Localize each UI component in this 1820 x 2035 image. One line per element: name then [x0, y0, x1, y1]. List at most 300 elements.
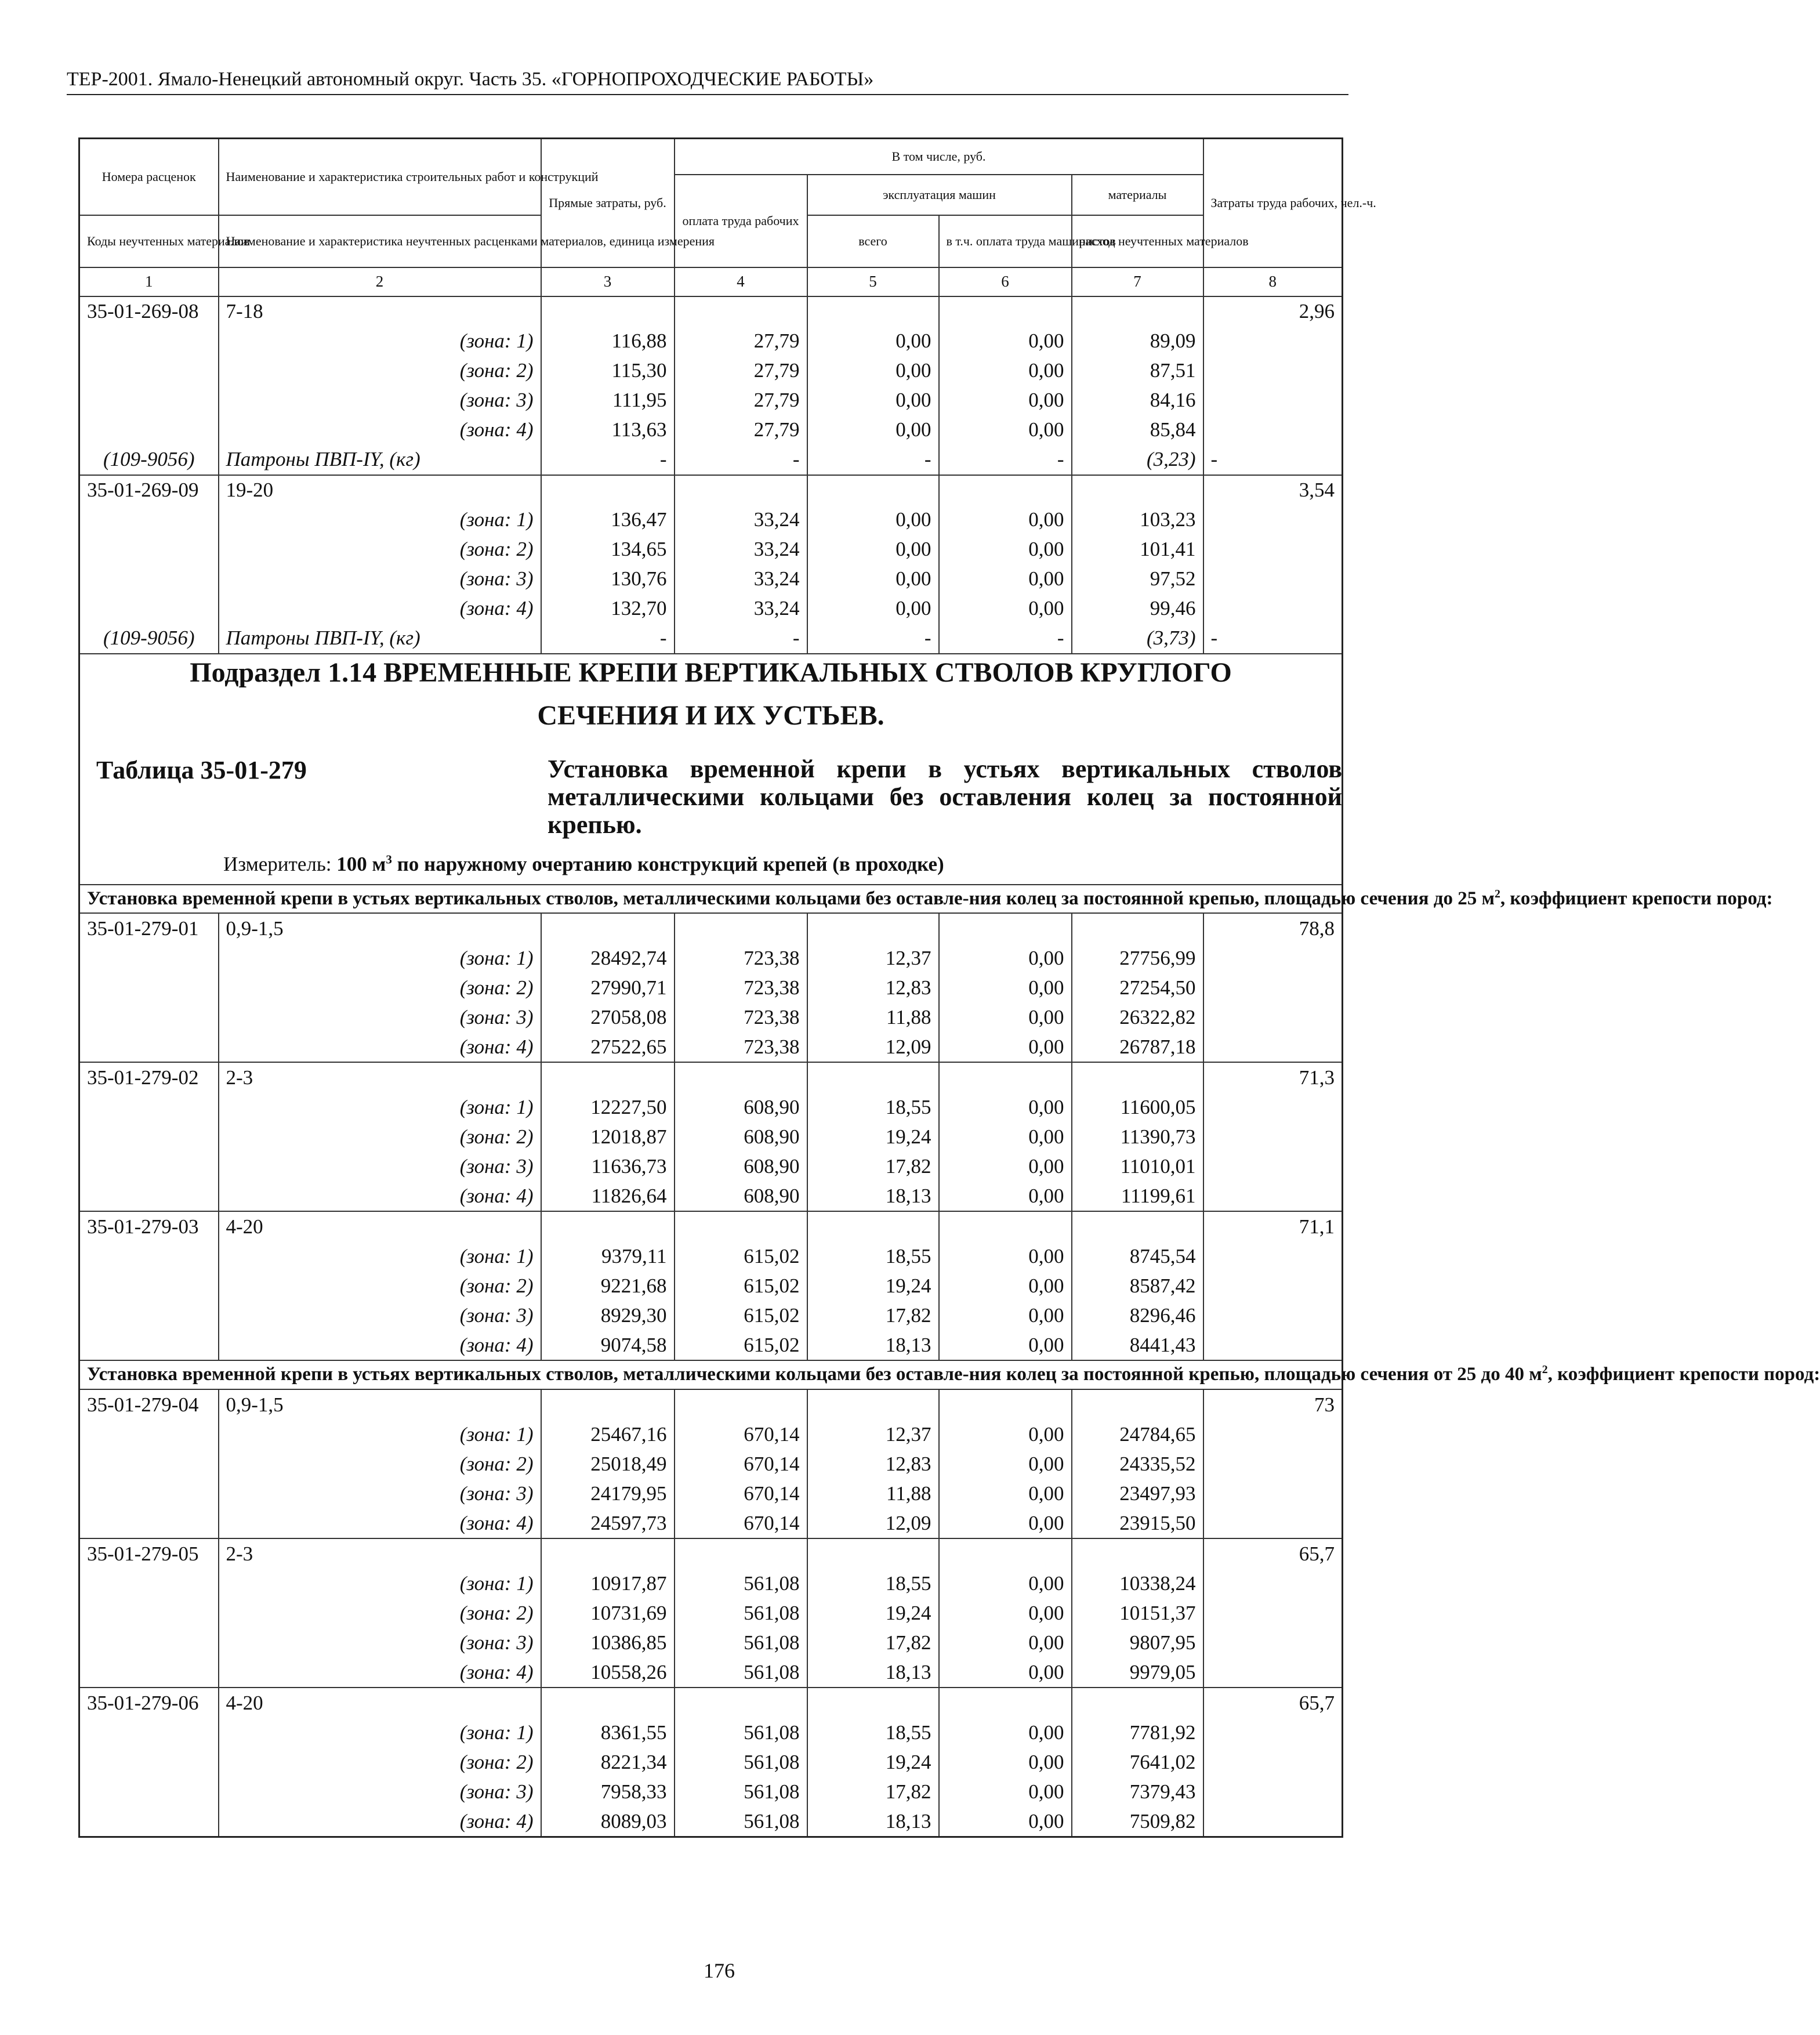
empty-cell — [1203, 415, 1343, 445]
empty-cell — [939, 475, 1072, 505]
empty-cell — [1072, 1389, 1203, 1420]
empty-cell — [79, 505, 219, 535]
direct-cost: 27522,65 — [541, 1032, 675, 1062]
zone-row — [79, 1479, 1343, 1508]
empty-cell — [541, 1211, 675, 1241]
direct-cost: 9074,58 — [541, 1330, 675, 1360]
machinist-value: 0,00 — [939, 1449, 1072, 1479]
wages-value: 27,79 — [675, 327, 807, 356]
empty-cell — [1072, 1062, 1203, 1092]
price-table — [78, 137, 1820, 1838]
subsection-heading-text-end: , коэффициент крепости пород: — [1500, 888, 1773, 909]
material-dash: - — [807, 445, 939, 475]
machines-value: 12,37 — [807, 1420, 939, 1449]
empty-cell — [1203, 1718, 1343, 1747]
empty-cell — [79, 594, 219, 624]
machines-value: 18,13 — [807, 1181, 939, 1211]
material-labor: - — [1203, 624, 1343, 654]
empty-cell — [79, 1122, 219, 1152]
machines-value: 18,55 — [807, 1241, 939, 1271]
zone-label: (зона: 3) — [219, 1301, 541, 1330]
zone-row — [79, 1806, 1343, 1837]
empty-cell — [1203, 505, 1343, 535]
zone-row — [79, 1508, 1343, 1538]
zone-row — [79, 1628, 1343, 1657]
subsection-heading-row — [79, 1360, 1343, 1389]
zone-row — [79, 1420, 1343, 1449]
zone-row — [79, 1092, 1343, 1122]
empty-cell — [807, 1389, 939, 1420]
machinist-value: 0,00 — [939, 1002, 1072, 1032]
empty-cell — [79, 1657, 219, 1688]
empty-cell — [79, 356, 219, 386]
empty-cell — [939, 296, 1072, 327]
empty-cell — [79, 1181, 219, 1211]
material-name: Патроны ПВП-IY, (кг) — [219, 624, 541, 654]
material-name: Патроны ПВП-IY, (кг) — [219, 445, 541, 475]
empty-cell — [1072, 1211, 1203, 1241]
zone-label: (зона: 4) — [219, 1806, 541, 1837]
wages-value: 33,24 — [675, 535, 807, 564]
wages-value: 33,24 — [675, 594, 807, 624]
measure-power: 3 — [386, 852, 392, 866]
empty-cell — [939, 1211, 1072, 1241]
empty-cell — [541, 913, 675, 943]
machines-value: 0,00 — [807, 505, 939, 535]
materials-value: 7781,92 — [1072, 1718, 1203, 1747]
subsection-heading — [79, 885, 1773, 914]
section-header — [79, 654, 1343, 885]
machines-value: 18,55 — [807, 1092, 939, 1122]
empty-cell — [79, 1598, 219, 1628]
direct-cost: 9379,11 — [541, 1241, 675, 1271]
empty-cell — [1203, 973, 1343, 1002]
zone-row — [79, 1032, 1343, 1062]
empty-cell — [675, 1211, 807, 1241]
labor-value: 71,3 — [1203, 1062, 1343, 1092]
rate-row — [79, 296, 1343, 327]
rate-code: 35-01-269-08 — [79, 296, 219, 327]
rate-name: 7-18 — [219, 296, 541, 327]
machinist-value: 0,00 — [939, 505, 1072, 535]
empty-cell — [541, 1688, 675, 1718]
empty-cell — [541, 296, 675, 327]
empty-cell — [79, 1330, 219, 1360]
empty-cell — [939, 1389, 1072, 1420]
zone-row — [79, 1449, 1343, 1479]
zone-label: (зона: 1) — [219, 327, 541, 356]
materials-value: 103,23 — [1072, 505, 1203, 535]
wages-value: 27,79 — [675, 386, 807, 415]
direct-cost: 134,65 — [541, 535, 675, 564]
materials-value: 84,16 — [1072, 386, 1203, 415]
zone-label: (зона: 3) — [219, 564, 541, 594]
machines-value: 12,37 — [807, 943, 939, 973]
subsection-heading-text-end: , коэффициент крепости пород: — [1547, 1364, 1820, 1385]
column-number: 1 — [79, 267, 219, 296]
rate-code: 35-01-279-05 — [79, 1538, 219, 1569]
empty-cell — [1203, 1032, 1343, 1062]
header-materials: материалы — [1072, 175, 1203, 215]
rate-row — [79, 1389, 1343, 1420]
rate-code: 35-01-269-09 — [79, 475, 219, 505]
subsection-heading — [79, 1360, 1820, 1389]
zone-label: (зона: 2) — [219, 1271, 541, 1301]
empty-cell — [939, 913, 1072, 943]
empty-cell — [1203, 1479, 1343, 1508]
zone-label: (зона: 1) — [219, 1420, 541, 1449]
machinist-value: 0,00 — [939, 535, 1072, 564]
wages-value: 723,38 — [675, 1032, 807, 1062]
empty-cell — [79, 564, 219, 594]
wages-value: 27,79 — [675, 415, 807, 445]
materials-value: 10151,37 — [1072, 1598, 1203, 1628]
empty-cell — [79, 943, 219, 973]
direct-cost: 27058,08 — [541, 1002, 675, 1032]
wages-value: 27,79 — [675, 356, 807, 386]
empty-cell — [675, 913, 807, 943]
direct-cost: 8929,30 — [541, 1301, 675, 1330]
rate-name: 0,9-1,5 — [219, 913, 541, 943]
machinist-value: 0,00 — [939, 973, 1072, 1002]
zone-row — [79, 564, 1343, 594]
empty-cell — [79, 1569, 219, 1598]
direct-cost: 8089,03 — [541, 1806, 675, 1837]
zone-row — [79, 943, 1343, 973]
empty-cell — [1072, 296, 1203, 327]
materials-value: 24784,65 — [1072, 1420, 1203, 1449]
direct-cost: 132,70 — [541, 594, 675, 624]
zone-row — [79, 1598, 1343, 1628]
materials-value: 7379,43 — [1072, 1777, 1203, 1806]
materials-value: 26322,82 — [1072, 1002, 1203, 1032]
page-number: 176 — [704, 1959, 735, 1982]
zone-row — [79, 1569, 1343, 1598]
empty-cell — [1203, 535, 1343, 564]
zone-label: (зона: 2) — [219, 1598, 541, 1628]
rate-row — [79, 1062, 1343, 1092]
empty-cell — [79, 1301, 219, 1330]
labor-value: 71,1 — [1203, 1211, 1343, 1241]
empty-cell — [79, 973, 219, 1002]
zone-label: (зона: 1) — [219, 943, 541, 973]
materials-value: 101,41 — [1072, 535, 1203, 564]
empty-cell — [1203, 1806, 1343, 1837]
rate-code: 35-01-279-01 — [79, 913, 219, 943]
empty-cell — [807, 1211, 939, 1241]
direct-cost: 27990,71 — [541, 973, 675, 1002]
header-numbers: Номера расценок — [79, 139, 219, 215]
header-labor: Затраты труда рабочих, чел.-ч. — [1203, 139, 1343, 267]
measure-prefix: Измеритель: — [223, 852, 337, 875]
direct-cost: 12227,50 — [541, 1092, 675, 1122]
zone-label: (зона: 2) — [219, 535, 541, 564]
empty-cell — [79, 1718, 219, 1747]
empty-cell — [1203, 1330, 1343, 1360]
zone-label: (зона: 3) — [219, 1777, 541, 1806]
machines-value: 17,82 — [807, 1152, 939, 1181]
wages-value: 608,90 — [675, 1181, 807, 1211]
direct-cost: 130,76 — [541, 564, 675, 594]
machinist-value: 0,00 — [939, 1628, 1072, 1657]
zone-row — [79, 973, 1343, 1002]
empty-cell — [79, 1628, 219, 1657]
machinist-value: 0,00 — [939, 1569, 1072, 1598]
measure-rest: по наружному очертанию конструкций крепей (в проходке) — [391, 852, 944, 875]
wages-value: 561,08 — [675, 1657, 807, 1688]
rate-row — [79, 475, 1343, 505]
rate-name: 2-3 — [219, 1062, 541, 1092]
section-title-line2: СЕЧЕНИЯ И ИХ УСТЬЕВ. — [537, 700, 884, 731]
empty-cell — [79, 1449, 219, 1479]
rate-code: 35-01-279-04 — [79, 1389, 219, 1420]
direct-cost: 10731,69 — [541, 1598, 675, 1628]
rate-code: 35-01-279-02 — [79, 1062, 219, 1092]
materials-value: 97,52 — [1072, 564, 1203, 594]
empty-cell — [1203, 943, 1343, 973]
materials-value: 8296,46 — [1072, 1301, 1203, 1330]
zone-label: (зона: 3) — [219, 1002, 541, 1032]
rate-name: 4-20 — [219, 1688, 541, 1718]
materials-value: 85,84 — [1072, 415, 1203, 445]
machines-value: 18,13 — [807, 1657, 939, 1688]
zone-row — [79, 1301, 1343, 1330]
wages-value: 615,02 — [675, 1301, 807, 1330]
column-number: 4 — [675, 267, 807, 296]
machinist-value: 0,00 — [939, 1777, 1072, 1806]
zone-row — [79, 327, 1343, 356]
machines-value: 18,55 — [807, 1718, 939, 1747]
wages-value: 608,90 — [675, 1092, 807, 1122]
table-description: Установка временной крепи в устьях вертикальных стволов металлическими кольцами без оставления колец за постоянной крепью. — [548, 754, 1342, 839]
empty-cell — [939, 1538, 1072, 1569]
zone-row — [79, 1330, 1343, 1360]
zone-row — [79, 1718, 1343, 1747]
empty-cell — [79, 1002, 219, 1032]
column-number: 8 — [1203, 267, 1343, 296]
wages-value: 561,08 — [675, 1777, 807, 1806]
empty-cell — [79, 327, 219, 356]
subsection-heading-text: Установка временной крепи в устьях вертикальных стволов, металлическими кольцами без оставле-ния колец за постоянной крепью, площадью сечения до 25 м — [87, 888, 1495, 909]
empty-cell — [79, 1241, 219, 1271]
wages-value: 670,14 — [675, 1508, 807, 1538]
header-name: Наименование и характеристика строительных работ и конструкций — [219, 139, 541, 215]
rate-row — [79, 1688, 1343, 1718]
machinist-value: 0,00 — [939, 327, 1072, 356]
materials-value: 8441,43 — [1072, 1330, 1203, 1360]
direct-cost: 116,88 — [541, 327, 675, 356]
direct-cost: 136,47 — [541, 505, 675, 535]
machinist-value: 0,00 — [939, 1806, 1072, 1837]
machines-value: 12,83 — [807, 1449, 939, 1479]
machines-value: 19,24 — [807, 1747, 939, 1777]
machinist-value: 0,00 — [939, 1420, 1072, 1449]
machinist-value: 0,00 — [939, 1657, 1072, 1688]
zone-label: (зона: 2) — [219, 356, 541, 386]
machines-value: 18,55 — [807, 1569, 939, 1598]
machinist-value: 0,00 — [939, 1301, 1072, 1330]
machinist-value: 0,00 — [939, 1271, 1072, 1301]
column-number: 5 — [807, 267, 939, 296]
material-code: (109-9056) — [79, 445, 219, 475]
empty-cell — [807, 296, 939, 327]
empty-cell — [1203, 1092, 1343, 1122]
zone-row — [79, 1181, 1343, 1211]
materials-value: 9979,05 — [1072, 1657, 1203, 1688]
empty-cell — [1072, 1538, 1203, 1569]
zone-label: (зона: 1) — [219, 505, 541, 535]
empty-cell — [675, 1538, 807, 1569]
material-dash: - — [541, 445, 675, 475]
materials-value: 11390,73 — [1072, 1122, 1203, 1152]
machines-value: 0,00 — [807, 594, 939, 624]
header-name-materials: Наименование и характеристика неучтенных расценками материалов, единица измерения — [219, 215, 541, 267]
empty-cell — [939, 1062, 1072, 1092]
machinist-value: 0,00 — [939, 386, 1072, 415]
labor-value: 73 — [1203, 1389, 1343, 1420]
machinist-value: 0,00 — [939, 1747, 1072, 1777]
empty-cell — [675, 1688, 807, 1718]
empty-cell — [939, 1688, 1072, 1718]
direct-cost: 11826,64 — [541, 1181, 675, 1211]
wages-value: 561,08 — [675, 1747, 807, 1777]
direct-cost: 25018,49 — [541, 1449, 675, 1479]
header-codes: Коды неучтенных материалов — [79, 215, 219, 267]
empty-cell — [1203, 1122, 1343, 1152]
empty-cell — [1072, 1688, 1203, 1718]
direct-cost: 7958,33 — [541, 1777, 675, 1806]
rate-name: 2-3 — [219, 1538, 541, 1569]
machines-value: 18,13 — [807, 1330, 939, 1360]
material-row — [79, 624, 1343, 654]
zone-row — [79, 535, 1343, 564]
materials-value: 27756,99 — [1072, 943, 1203, 973]
machines-value: 17,82 — [807, 1301, 939, 1330]
empty-cell — [541, 1389, 675, 1420]
materials-value: 8745,54 — [1072, 1241, 1203, 1271]
zone-label: (зона: 3) — [219, 1628, 541, 1657]
zone-label: (зона: 3) — [219, 1479, 541, 1508]
empty-cell — [1203, 1628, 1343, 1657]
running-header: ТЕР-2001. Ямало-Ненецкий автономный округ. Часть 35. «ГОРНОПРОХОДЧЕСКИЕ РАБОТЫ» — [67, 68, 1348, 95]
empty-cell — [1203, 1598, 1343, 1628]
empty-cell — [79, 1806, 219, 1837]
wages-value: 723,38 — [675, 1002, 807, 1032]
top-groups — [79, 296, 1343, 654]
empty-cell — [1203, 1152, 1343, 1181]
empty-cell — [1203, 1271, 1343, 1301]
machinist-value: 0,00 — [939, 943, 1072, 973]
wages-value: 608,90 — [675, 1122, 807, 1152]
wages-value: 33,24 — [675, 564, 807, 594]
machinist-value: 0,00 — [939, 1718, 1072, 1747]
empty-cell — [1203, 356, 1343, 386]
rate-code: 35-01-279-06 — [79, 1688, 219, 1718]
header-direct-costs: Прямые затраты, руб. — [541, 139, 675, 267]
zone-label: (зона: 4) — [219, 415, 541, 445]
labor-value: 2,96 — [1203, 296, 1343, 327]
subsection-heading-text: Установка временной крепи в устьях вертикальных стволов, металлическими кольцами без оставле-ния колец за постоянной крепью, площадью сечения от 25 до 40 м — [87, 1364, 1542, 1385]
column-number: 6 — [939, 267, 1072, 296]
empty-cell — [675, 296, 807, 327]
wages-value: 561,08 — [675, 1628, 807, 1657]
material-dash: - — [541, 624, 675, 654]
labor-value: 65,7 — [1203, 1688, 1343, 1718]
header-machines-total: всего — [807, 215, 939, 267]
machinist-value: 0,00 — [939, 1092, 1072, 1122]
zone-row — [79, 1657, 1343, 1688]
empty-cell — [807, 1688, 939, 1718]
machinist-value: 0,00 — [939, 1122, 1072, 1152]
empty-cell — [79, 1479, 219, 1508]
zone-row — [79, 356, 1343, 386]
wages-value: 670,14 — [675, 1479, 807, 1508]
section-title-line1: Подраздел 1.14 ВРЕМЕННЫЕ КРЕПИ ВЕРТИКАЛЬНЫХ СТВОЛОВ КРУГЛОГО — [190, 657, 1232, 688]
material-dash: - — [675, 445, 807, 475]
machines-value: 19,24 — [807, 1271, 939, 1301]
labor-value: 65,7 — [1203, 1538, 1343, 1569]
machines-value: 18,13 — [807, 1806, 939, 1837]
material-dash: - — [675, 624, 807, 654]
direct-cost: 11636,73 — [541, 1152, 675, 1181]
materials-value: 89,09 — [1072, 327, 1203, 356]
direct-cost: 24179,95 — [541, 1479, 675, 1508]
zone-label: (зона: 2) — [219, 1449, 541, 1479]
material-row — [79, 445, 1343, 475]
zone-row — [79, 1271, 1343, 1301]
wages-value: 561,08 — [675, 1718, 807, 1747]
direct-cost: 111,95 — [541, 386, 675, 415]
machines-value: 0,00 — [807, 535, 939, 564]
machines-value: 12,09 — [807, 1508, 939, 1538]
labor-value: 78,8 — [1203, 913, 1343, 943]
machines-value: 11,88 — [807, 1002, 939, 1032]
zone-row — [79, 1002, 1343, 1032]
empty-cell — [79, 535, 219, 564]
zone-label: (зона: 2) — [219, 973, 541, 1002]
wages-value: 615,02 — [675, 1271, 807, 1301]
section-block — [79, 654, 1343, 885]
machinist-value: 0,00 — [939, 415, 1072, 445]
subsection-heading-power: 2 — [1542, 1363, 1548, 1377]
header-wages: оплата труда рабочих — [675, 175, 807, 267]
empty-cell — [1072, 913, 1203, 943]
machinist-value: 0,00 — [939, 1241, 1072, 1271]
empty-cell — [1203, 1747, 1343, 1777]
empty-cell — [1203, 564, 1343, 594]
machines-value: 17,82 — [807, 1777, 939, 1806]
empty-cell — [541, 475, 675, 505]
zone-label: (зона: 4) — [219, 594, 541, 624]
direct-cost: 115,30 — [541, 356, 675, 386]
wages-value: 615,02 — [675, 1330, 807, 1360]
column-number: 7 — [1072, 267, 1203, 296]
empty-cell — [541, 1538, 675, 1569]
empty-cell — [541, 1062, 675, 1092]
machinist-value: 0,00 — [939, 1032, 1072, 1062]
material-amount: (3,73) — [1072, 624, 1203, 654]
empty-cell — [79, 1271, 219, 1301]
rate-name: 4-20 — [219, 1211, 541, 1241]
material-code: (109-9056) — [79, 624, 219, 654]
empty-cell — [1203, 1002, 1343, 1032]
zone-row — [79, 415, 1343, 445]
wages-value: 561,08 — [675, 1598, 807, 1628]
empty-cell — [807, 475, 939, 505]
direct-cost: 10386,85 — [541, 1628, 675, 1657]
materials-value: 9807,95 — [1072, 1628, 1203, 1657]
empty-cell — [1203, 1181, 1343, 1211]
